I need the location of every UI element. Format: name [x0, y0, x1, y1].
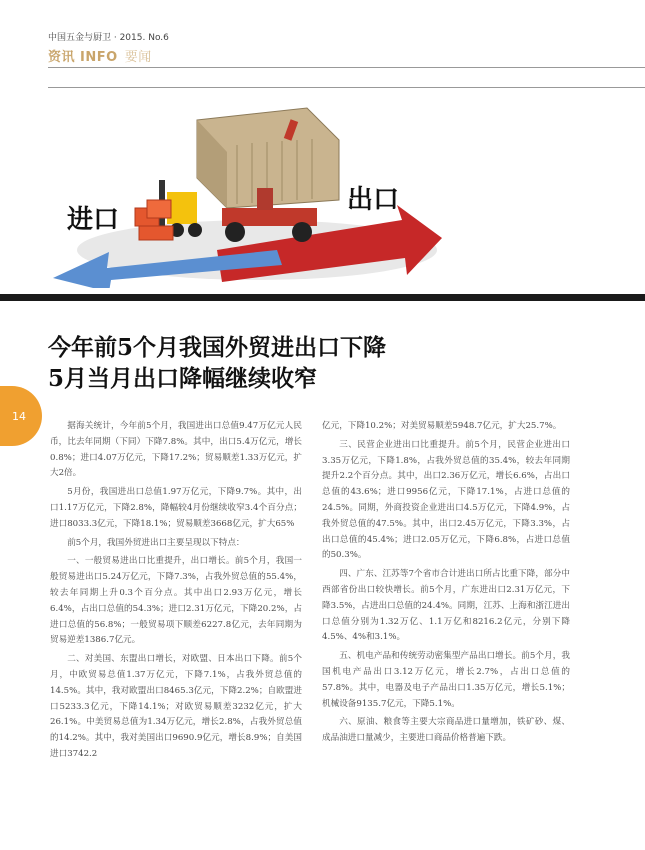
article-column-right — [322, 419, 570, 750]
divider-bar — [0, 294, 645, 301]
paragraph: 三、民营企业进出口比重提升。前5个月，民营企业进出口3.35万亿元，下降1.8%，占我外贸总值的35.4%，较去年同期提升2.2个百分点。其中，出口2.36万亿元，增长6.6%，占出口总值的43.6%；进口9956亿元，下降17.1%，占进口总值的24.5%。同期，外商投资企业进出口4.5万亿元，下降4.9%，占我外贸总值的47.5%。其中，出口2.45万亿元，下降3.3%，占出口总值的45.4%；进口2.05万亿元，下降6.8%，占进口总值的50.3%。 — [322, 439, 570, 561]
paragraph: 一、一般贸易进出口比重提升，出口增长。前5个月，我国一般贸易进出口5.24万亿元，下降7.3%，占我外贸总值的55.4%，较去年同期上升0.3个百分点。其中出口2.93万亿元，增长6.4%，占出口总值的54.3%；进口2.31万亿元，下降20.2%，占进口总值的56.8%；一般贸易项下顺差6227.8亿元，去年同期为贸易逆差1386.7亿元。 — [50, 556, 302, 646]
section-subtitle: 要闻 — [124, 50, 152, 65]
import-label: 进口 — [67, 205, 120, 235]
export-label: 出口 — [347, 185, 400, 215]
import-export-illustration — [47, 100, 447, 288]
article-column-left — [50, 419, 302, 766]
paragraph: 六、原油、粮食等主要大宗商品进口量增加，铁矿砂、煤、成品油进口量减少，主要进口商品价格普遍下跌。 — [322, 717, 570, 744]
paragraph: 二、对美国、东盟出口增长，对欧盟、日本出口下降。前5个月，中欧贸易总值1.37万亿元，下降7.1%，占我外贸总值的14.5%。其中，我对欧盟出口8465.3亿元，下降2.2%；自欧盟进口5233.3亿元，下降14.1%；对欧贸易顺差3232亿元，扩大26.1%。中美贸易总值为1.34万亿元，增长2.8%，占我外贸总值的14.2%。其中，我对美国出口9690.9亿元，增长8.9%；自美国进口3742.2 — [50, 654, 302, 759]
page-number-tab — [0, 386, 42, 446]
paragraph: 亿元，下降10.2%；对美贸易顺差5948.7亿元，扩大25.7%。 — [322, 421, 562, 431]
paragraph: 五、机电产品和传统劳动密集型产品出口增长。前5个月，我国机电产品出口3.12万亿元，增长2.7%，占出口总值的57.8%。其中，电器及电子产品出口1.35万亿元，增长5.1%；机械设备9135.7亿元，下降5.1%。 — [322, 651, 570, 709]
header-rule — [48, 67, 645, 68]
section-title: 资讯 INFO — [48, 50, 118, 65]
paragraph: 5月份，我国进出口总值1.97万亿元，下降9.7%。其中，出口1.17万亿元，下降2.8%，降幅较4月份继续收窄3.4个百分点；进口8033.3亿元，下降18.1%；贸易顺差3668亿元，扩大65% — [50, 487, 302, 529]
paragraph: 前5个月，我国外贸进出口主要呈现以下特点： — [67, 537, 245, 548]
hero-illustration — [47, 100, 447, 288]
header-rule-2 — [48, 87, 645, 88]
paragraph: 据海关统计，今年前5个月，我国进出口总值9.47万亿元人民币，比去年同期（下同）下降7.8%。其中，出口5.4万亿元，增长0.8%；进口4.07万亿元，下降17.2%；贸易顺差1.33万亿元，扩大2倍。 — [50, 421, 302, 479]
issue-info: 中国五金与厨卫 · 2015. No.6 — [48, 33, 169, 43]
article-headline — [48, 332, 608, 394]
section-label — [48, 46, 152, 65]
page-number: 14 — [12, 410, 26, 423]
headline-line-1: 今年前5个月我国外贸进出口下降 — [48, 334, 387, 361]
headline-line-2: 5月当月出口降幅继续收窄 — [48, 365, 318, 392]
paragraph: 四、广东、江苏等7个省市合计进出口所占比重下降，部分中西部省份出口较快增长。前5个月，广东进出口2.31万亿元，下降3.5%，占进出口总值的24.4%。同期，江苏、上海和浙江进出口总值分别为1.32万亿、1.1万亿和8216.2亿元，分别下降4.5%、4%和3.1%。 — [322, 569, 570, 643]
